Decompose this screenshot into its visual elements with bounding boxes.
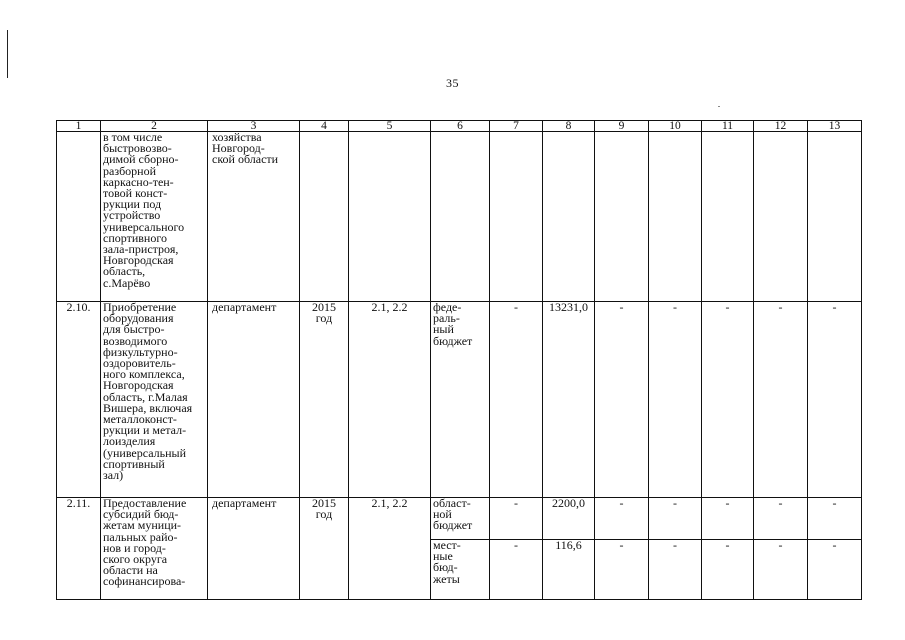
table-row: [57, 302, 862, 498]
header-cell: 3: [208, 121, 300, 132]
header-cell: 1: [57, 121, 101, 132]
value-cell: -: [490, 498, 543, 540]
executor: департамент: [208, 302, 300, 498]
value-cell: 116,6: [543, 540, 595, 600]
header-cell: 13: [808, 121, 862, 132]
value-cell: -: [754, 498, 808, 540]
funding-source: феде- раль- ный бюджет: [431, 302, 490, 498]
executor: департамент: [208, 498, 300, 600]
budget-table: [56, 120, 862, 600]
value-cell: [754, 132, 808, 302]
value-cell: [649, 132, 702, 302]
indicators: [349, 132, 431, 302]
value-cell: 13231,0: [543, 302, 595, 498]
activity-name: Предоставление субсидий бюд- жетам муници- пальных райо- нов и город- ского округа области на софинансирова-: [101, 498, 208, 600]
value-cell: -: [754, 540, 808, 600]
value-cell: [808, 132, 862, 302]
header-cell: 10: [649, 121, 702, 132]
header-cell: 2: [101, 121, 208, 132]
value-cell: -: [808, 540, 862, 600]
value-cell: [543, 132, 595, 302]
value-cell: -: [649, 540, 702, 600]
value-cell: [595, 132, 649, 302]
value-cell: -: [595, 498, 649, 540]
funding-source: област- ной бюджет: [431, 498, 490, 540]
table-row: [57, 498, 862, 540]
term: 2015 год: [300, 302, 349, 498]
executor: хозяйства Новгород- ской области: [208, 132, 300, 302]
header-cell: 6: [431, 121, 490, 132]
value-cell: -: [490, 540, 543, 600]
funding-source: мест- ные бюд- жеты: [431, 540, 490, 600]
value-cell: -: [702, 540, 754, 600]
value-cell: -: [490, 302, 543, 498]
value-cell: -: [649, 498, 702, 540]
header-row: [57, 121, 862, 132]
header-cell: 4: [300, 121, 349, 132]
term: 2015 год: [300, 498, 349, 600]
indicators: 2.1, 2.2: [349, 498, 431, 600]
scan-speck: [718, 106, 720, 107]
term: [300, 132, 349, 302]
value-cell: -: [702, 498, 754, 540]
margin-mark: [7, 30, 8, 78]
funding-source: [431, 132, 490, 302]
header-cell: 8: [543, 121, 595, 132]
value-cell: [490, 132, 543, 302]
header-cell: 12: [754, 121, 808, 132]
row-number: 2.11.: [57, 498, 101, 600]
row-number: [57, 132, 101, 302]
value-cell: -: [702, 302, 754, 498]
header-cell: 11: [702, 121, 754, 132]
table-row: [57, 132, 862, 302]
page-number: 35: [446, 76, 459, 90]
value-cell: [702, 132, 754, 302]
row-number: 2.10.: [57, 302, 101, 498]
value-cell: -: [754, 302, 808, 498]
value-cell: -: [595, 540, 649, 600]
header-cell: 7: [490, 121, 543, 132]
value-cell: -: [808, 498, 862, 540]
activity-name: в том числе быстровозво- димой сборно- разборной каркасно-тен- товой конст- рукции под устройство универсального спортивного зала-пристроя, Новгородская область, с.Марёво: [101, 132, 208, 302]
value-cell: 2200,0: [543, 498, 595, 540]
value-cell: -: [649, 302, 702, 498]
activity-name: Приобретение оборудования для быстро- возводимого физкультурно- оздоровитель- ного комплекса, Новгородская область, г.Малая Вишера, включая металлоконст- рукции и метал- лоизделия (универсальный спортивный зал): [101, 302, 208, 498]
indicators: 2.1, 2.2: [349, 302, 431, 498]
value-cell: -: [808, 302, 862, 498]
header-cell: 5: [349, 121, 431, 132]
header-cell: 9: [595, 121, 649, 132]
value-cell: -: [595, 302, 649, 498]
